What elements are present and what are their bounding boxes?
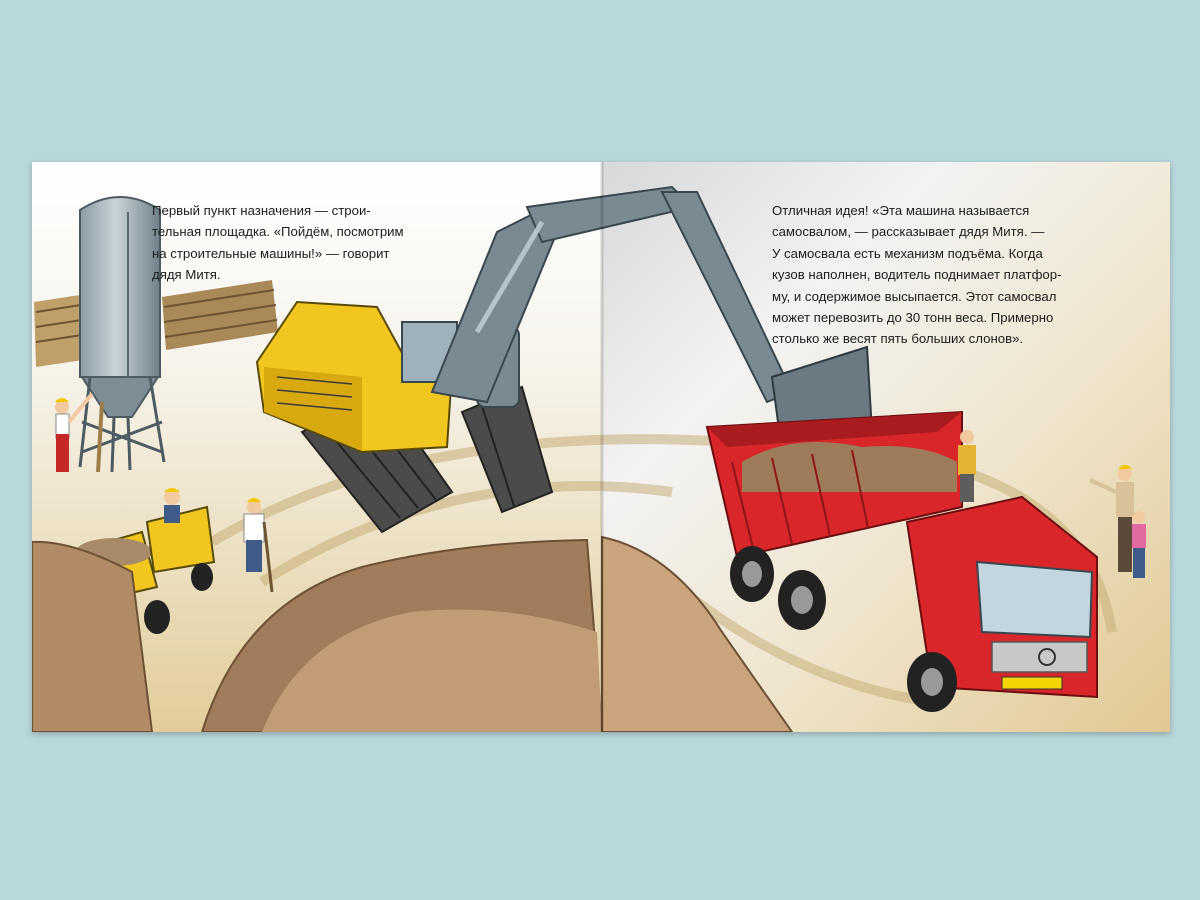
text-line: Отличная идея! «Эта машина называется (772, 203, 1030, 218)
text-line: му, и содержимое высыпается. Этот самосвал (772, 288, 1057, 304)
text-line: дядя Митя. (152, 267, 221, 283)
page-gutter (600, 162, 604, 732)
text-line: самосвалом, — рассказывает дядя Митя. — (772, 224, 1045, 240)
left-page-text (152, 200, 450, 286)
book-spread (32, 162, 1170, 732)
text-line: столько же весят пять больших слонов». (772, 331, 1024, 347)
text-line: У самосвала есть механизм подъёма. Когда (772, 245, 1043, 261)
text-line: кузов наполнен, водитель поднимает платфор- (772, 267, 1062, 283)
text-line: на строительные машины!» — говорит (152, 245, 390, 261)
text-line: тельная площадка. «Пойдём, посмотрим (152, 224, 404, 240)
text-line: может перевозить до 30 тонн веса. Примерно (772, 310, 1054, 326)
text-line: Первый пункт назначения — строи- (152, 203, 371, 218)
right-page-text (772, 200, 1090, 350)
